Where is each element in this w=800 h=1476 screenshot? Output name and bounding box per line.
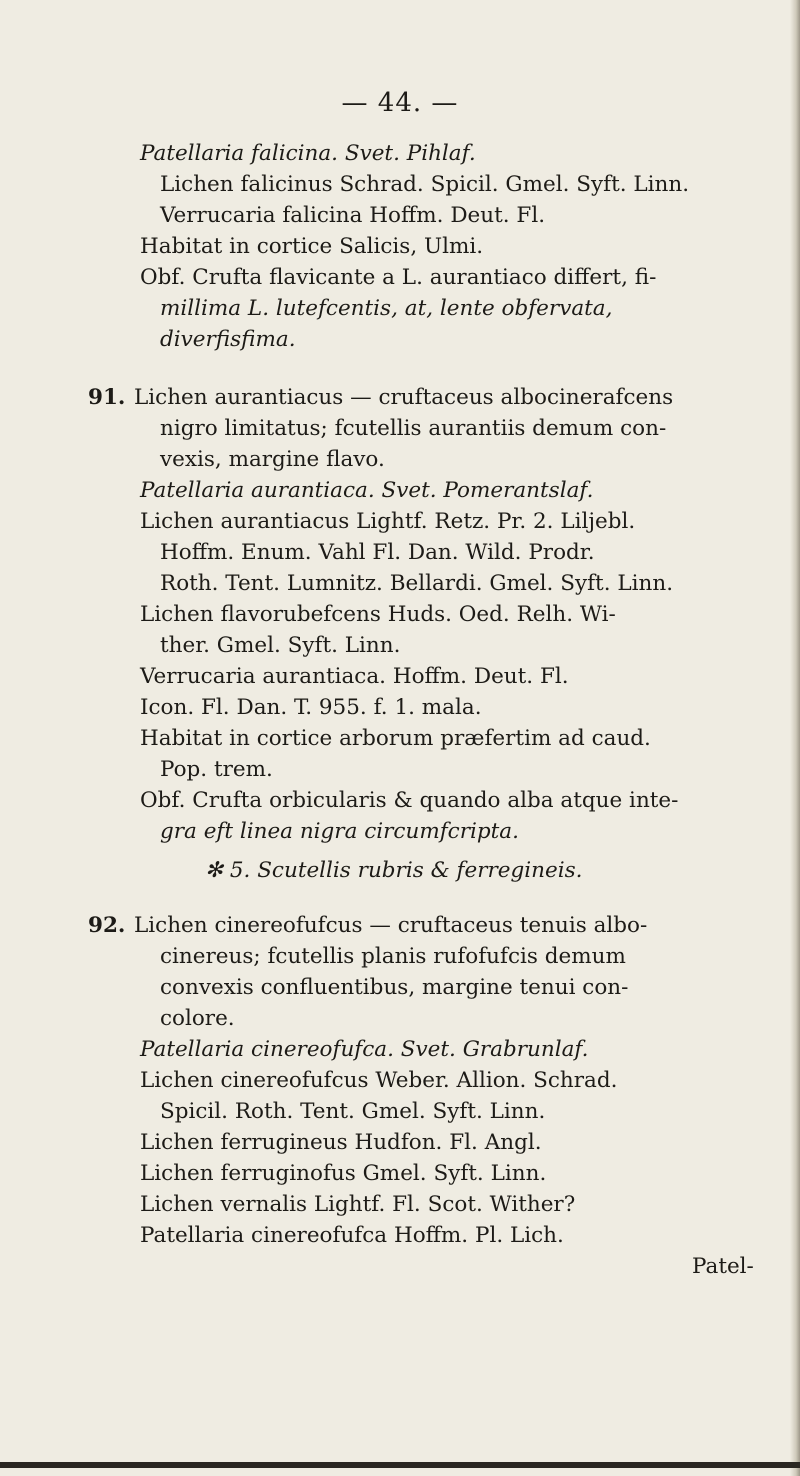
- entry-91-line-5: Lichen aurantiacus Lightf. Retz. Pr. 2. Liljebl.: [140, 509, 636, 534]
- entry-92-line-4: colore.: [160, 1006, 235, 1031]
- entry-91-line-1: Lichen aurantiacus — cruftaceus albocinerafcens: [134, 385, 674, 410]
- catchword: Patel-: [692, 1254, 754, 1279]
- intro-line-4: Habitat in cortice Salicis, Ulmi.: [140, 234, 484, 259]
- entry-92-line-7: Spicil. Roth. Tent. Gmel. Syft. Linn.: [160, 1099, 546, 1124]
- intro-line-7: diverfisfima.: [160, 327, 296, 352]
- intro-line-3: Verrucaria falicina Hoffm. Deut. Fl.: [160, 203, 546, 228]
- entry-91-line-4: Patellaria aurantiaca. Svet. Pomerantslaf.: [140, 478, 594, 503]
- entry-92-line-5: Patellaria cinereofufca. Svet. Grabrunlaf.: [140, 1037, 589, 1062]
- page-edge-shadow: [790, 0, 800, 1476]
- entry-91-line-3: vexis, margine flavo.: [160, 447, 385, 472]
- intro-line-2: Lichen falicinus Schrad. Spicil. Gmel. Syft. Linn.: [160, 172, 690, 197]
- entry-92-line-2: cinereus; fcutellis planis rufofufcis demum: [160, 944, 626, 969]
- entry-92-line-8: Lichen ferrugineus Hudfon. Fl. Angl.: [140, 1130, 542, 1155]
- intro-line-5: Obf. Crufta flavicante a L. aurantiaco differt, fi-: [140, 265, 657, 290]
- entry-92-line-11: Patellaria cinereofufca Hoffm. Pl. Lich.: [140, 1223, 564, 1248]
- entry-92-number: 92.: [88, 913, 126, 938]
- entry-92-line-3: convexis confluentibus, margine tenui con-: [160, 975, 629, 1000]
- entry-91-line-14: Obf. Crufta orbicularis & quando alba atque inte-: [140, 788, 679, 813]
- entry-91-line-7: Roth. Tent. Lumnitz. Bellardi. Gmel. Syft. Linn.: [160, 571, 674, 596]
- entry-91-line-2: nigro limitatus; fcutellis aurantiis demum con-: [160, 416, 667, 441]
- entry-91-line-6: Hoffm. Enum. Vahl Fl. Dan. Wild. Prodr.: [160, 540, 595, 565]
- entry-92-line-10: Lichen vernalis Lightf. Fl. Scot. Wither?: [140, 1192, 576, 1217]
- entry-91-line-15: gra eft linea nigra circumfcripta.: [160, 819, 519, 844]
- entry-91-line-8: Lichen flavorubefcens Huds. Oed. Relh. Wi-: [140, 602, 616, 627]
- entry-91-line-11: Icon. Fl. Dan. T. 955. f. 1. mala.: [140, 695, 482, 720]
- entry-92-line-9: Lichen ferruginofus Gmel. Syft. Linn.: [140, 1161, 547, 1186]
- entry-92-line-6: Lichen cinereofufcus Weber. Allion. Schrad.: [140, 1068, 618, 1093]
- intro-line-6: millima L. lutefcentis, at, lente obfervata,: [160, 296, 613, 321]
- entry-91-line-9: ther. Gmel. Syft. Linn.: [160, 633, 401, 658]
- entry-91-number: 91.: [88, 385, 126, 410]
- entry-91-variety: ✻ 5. Scutellis rubris & ferregineis.: [205, 858, 583, 883]
- entry-92-line-1: Lichen cinereofufcus — cruftaceus tenuis albo-: [134, 913, 648, 938]
- entry-91-line-10: Verrucaria aurantiaca. Hoffm. Deut. Fl.: [140, 664, 569, 689]
- entry-91-line-12: Habitat in cortice arborum præfertim ad caud.: [140, 726, 651, 751]
- page-number: — 44. —: [341, 88, 459, 118]
- intro-line-1: Patellaria falicina. Svet. Pihlaf.: [140, 141, 476, 166]
- bottom-border: [0, 1462, 800, 1468]
- entry-91-line-13: Pop. trem.: [160, 757, 273, 782]
